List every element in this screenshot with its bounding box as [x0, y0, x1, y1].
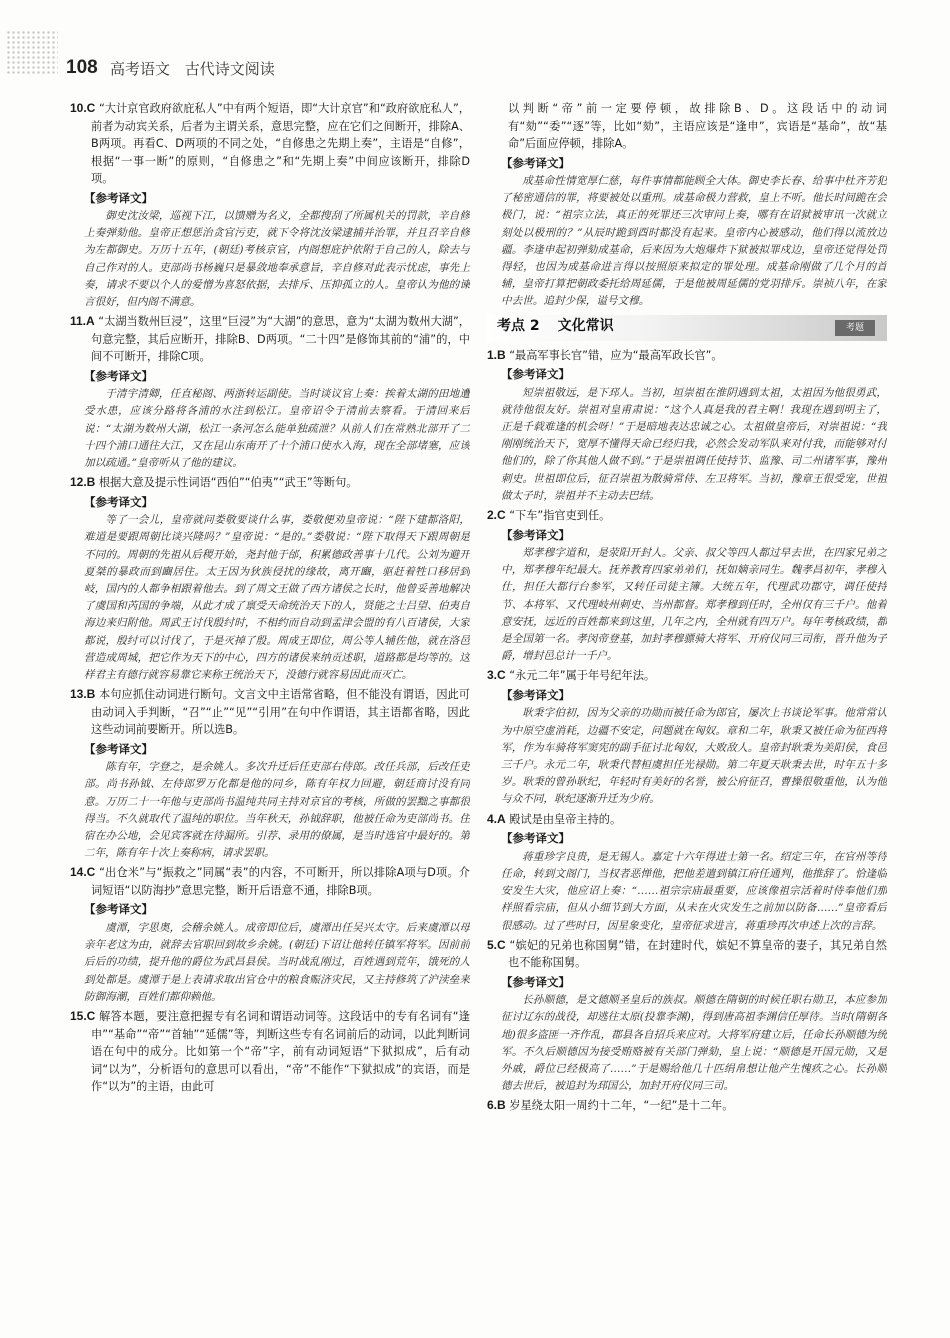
- answer-number: 14.C: [70, 865, 96, 880]
- answer-analysis: 13.B 本句应抓住动词进行断句。文言文中主语常省略，但不能没有谓语，因此可由动词入手判断，“召”“止”“见”“引用”在句中作谓语，其主语都省略，因此这些动词前要断开。所以选B。: [70, 687, 470, 737]
- reference-translation: 等了一会儿，皇帝就问娄敬要谈什么事，娄敬便劝皇帝说：“陛下建都洛阳，难道是要跟周朝比谈兴隆吗？”皇帝说：“是的。”娄敬说：“陛下取得天下跟周朝是不同的。周朝的先祖从后稷开始，尧封他于邰，积累德政善事十几代。公刘为避开夏桀的暴政而到豳居住。太王因为狄族侵扰的缘故，离开豳，驱赶着牲口移居到岐，国内的人都争相跟着他去。到了周文王做了西方诸侯之长时，他曾妥善地解决了虞国和芮国的争端，从此才成了禀受天命统治天下的人，贤能之士吕望、伯夷自海边来归附他。周武王讨伐殷纣时，不相约而自动到孟津会盟的有八百诸侯，大家都说，殷纣可以讨伐了，于是灭掉了殷。周成王即位，周公等人辅佐他，就在洛邑营造成周城，把它作为天下的中心，四方的诸侯来纳贡述职，道路都是均等的。这样君主有德行就容易靠它来称王统治天下，没德行就容易因此而灭亡。: [84, 514, 470, 682]
- reference-translation-label: 【 参考译文 】: [84, 190, 470, 208]
- answer-item: [70, 313, 470, 472]
- chapter-name: 古代诗文阅读: [184, 60, 275, 78]
- reference-translation-label: 【 参考译文 】: [501, 974, 887, 992]
- answer-analysis: 6.B 岁星绕太阳一周约十二年，“一纪”是十二年。: [487, 1098, 734, 1113]
- reference-translation: 于清宇清卿，任直秘阁、两浙转运副使。当时谈议官上奏：挨着太湖的田地遭受水患，应该分路将各浦的水注到松江。皇帝诏令于清前去察看。于清回来后说：“太湖为数州大湖，松江一条河怎么能单独疏泄？从前人们在常熟北部开了二十四个浦口通往大江，又在昆山东南开了十个浦口使水入海，现在全部堵塞，应该加以疏通。”皇帝听从了他的建议。: [84, 388, 470, 470]
- answer-analysis: 5.C “嫔妃的兄弟也称国舅”错，在封建时代，嫔妃不算皇帝的妻子，其兄弟自然也不能称国舅。: [487, 937, 887, 970]
- answer-analysis: 3.C “永元二年”属于年号纪年法。: [487, 668, 656, 683]
- reference-translation-label: 【 参考译文 】: [501, 687, 887, 705]
- answer-analysis: 11.A “太湖当数州巨浸”，这里“巨浸”为“大湖”的意思，意为“太湖为数州大湖”，句意完整，其后应断开，排除B、D两项。“二十四”是修饰其前的“浦”的，中间不可断开，排除C项。: [70, 314, 470, 364]
- answer-number: 15.C: [70, 1009, 96, 1023]
- section-badge: 考题: [835, 320, 875, 336]
- answer-number: 5.C: [487, 937, 506, 952]
- reference-translation-label: 【 参考译文 】: [501, 155, 887, 173]
- answer-item: [70, 1008, 470, 1096]
- answer-number: 1.B: [487, 347, 506, 362]
- answer-analysis: 2.C “下车”指官吏到任。: [487, 508, 611, 523]
- answer-number: 13.B: [70, 687, 96, 702]
- answer-item: [487, 667, 887, 808]
- reference-translation-label: 【 参考译文 】: [501, 830, 887, 848]
- answer-item: [487, 937, 887, 1096]
- answer-item: [487, 811, 887, 935]
- answer-number: 3.C: [487, 668, 506, 683]
- answer-number: 11.A: [70, 314, 95, 329]
- reference-translation: 虞潭，字思奥，会稽余姚人。成帝即位后，虞潭出任吴兴太守。后来虞潭以母亲年老这为由，就辞去官职回到故乡余姚。(朝廷)下诏让他转任镇军将军。因前前后后的功绩，提升他的爵位为武昌县侯。当时战乱刚过，百姓遇到荒年，饿死的人到处都是。虞潭于是上表请求取出官仓中的粮食赈济灾民，又主持修筑了沪渎垒来防御海潮，百姓们都仰赖他。: [84, 921, 470, 1003]
- page-number: 108: [66, 57, 98, 78]
- reference-translation: 御史沈汝梁，巡视下江，以馈赠为名义，全都搜刮了所属机关的罚款，辛自修上奏弹劾他。皇帝正想惩治贪官污吏，就下令将沈汝梁逮捕并治罪，并且召辛自修为左都御史。万历十五年，(朝廷)考核京官，内阁想庇护依附于自己的人，除去与自己作对的人。吏部尚书杨巍只是暴敛地奉承意旨，辛自修对此表示忧虑，事先上奏，请求不要以个人的爱憎为喜怒依据，去排斥、压抑孤立的人。皇帝认为他的谏言很好，但内阁不满意。: [84, 210, 470, 309]
- reference-translation-label: 【 参考译文 】: [84, 368, 470, 386]
- answer-analysis: 10.C “大计京官政府欲庇私人”中有两个短语，即“大计京官”和“政府欲庇私人”，前者为动宾关系，后者为主谓关系，意思完整，应在它们之间断开，排除A、B两项。再看C、D两项的不同之处，“自修患之先期上奏”，主语是“自修”，根据“一事一断”的原则，“自修患之”和“先期上奏”中间应该断开，排除D项。: [70, 101, 470, 185]
- answer-item: [70, 864, 470, 1006]
- running-title: [110, 58, 285, 79]
- reference-translation: 陈有年，字登之，是余姚人。多次升迁后任吏部右侍郎。改任兵部，后改任吏部。尚书孙钺、左侍郎罗万化都是他的同乡，陈有年权力回避，朝廷商讨没有同意。万历二十一年他与吏部尚书温纯共同主持对京官的考核，所做的罢黜之事都很得当。不久就取代了温纯的职位。当年秋天，孙钺辞职，他被任命为吏部尚书。住宿在办公地，会见宾客就在待漏所。引荐、录用的僚属，是当时选官中最好的。第二年，陈有年十次上奏称病，请求罢职。: [84, 761, 470, 860]
- answer-analysis: 1.B “最高军事长官”错，应为“最高军政长官”。: [487, 347, 723, 362]
- answer-item: [70, 686, 470, 862]
- answer-item: [70, 100, 470, 311]
- answer-number: 2.C: [487, 508, 506, 523]
- section-label: 考点 2: [497, 317, 540, 334]
- answer-number: 12.B: [70, 475, 96, 490]
- reference-translation-label: 【 参考译文 】: [84, 494, 470, 512]
- answer-analysis: 15.C 解答本题，要注意把握专有名词和谓语动词等。这段话中的专有名词有“逢申”“基命”“帝”“首轴”“延儒”等，判断这些专有名词前后的动词，以此判断词语在句中的成分。比如第一个“帝”字，前有动词短语“下狱拟成”，后有动词“以为”，分析语句的意思可以看出，“帝”不能作“下狱拟成”的宾语，而是作“以为”的主语，由此可: [70, 1009, 470, 1093]
- section-name: 文化常识: [557, 317, 614, 334]
- reference-translation: 郑孝穆字道和，是荥阳开封人。父亲、叔父等四人都过早去世，在四家兄弟之中，郑孝穆年纪最大。抚养教育四家弟弟们，抚如嫡亲同生。魏孝昌初年，孝穆入仕，担任大都行台参军，又转任司徒主簿。大统五年，代理武功郡守，调任使持节、本将军、又代理岐州刺史、当州都督。郑孝穆到任时，全州仅有三千户。他着意安抚，远近的百姓都来到这里，几年之内，全州就有四万户。每年考核政绩，都是全国第一名。孝闵帝登基，加封孝穆骠骑大将军、开府仪同三司衔，晋升他为子爵，增封邑总计一千户。: [501, 547, 887, 663]
- reference-translation: 短崇祖敬远，是下邳人。当初，垣崇祖在淮阴遇到太祖，太祖因为他很勇武，就待他很友好。崇祖对皇甫肃说：“这个人真是我的君主啊！我现在遇到明主了，正是千载难逢的机会呀！”于是暗地表达忠诚之心。太祖做皇帝后，对崇祖说：“我刚刚统治天下，宽厚不懂得天命已经归我，必然会发动军队来对付我，而能够对付他们的，除了你其他人做不到。”于是崇祖调任使持节、监豫、司二州诸军事，豫州刺史。世祖即位后，征召崇祖为散骑常侍、左卫将军。当初，豫章王很受宠，世祖做太子时，崇祖并不主动去巴结。: [501, 386, 887, 502]
- section-heading: [487, 315, 887, 341]
- page-header: [0, 0, 950, 90]
- reference-translation-label: 【 参考译文 】: [501, 366, 887, 384]
- reference-translation: 蒋重珍字良贵，是无锡人。嘉定十六年得进士第一名。绍定三年，在官州等待任命，转到文阁门，当权者恶惮他，把他差遣到镇江府任通判，他推辞了。恰逢临安发生大灾，他应诏上奏：“……祖宗宗庙最重要，应该像祖宗活着时侍奉他们那样照看宗庙，但从小细节到大方面，从未在火灾发生之前加以防备……”皇帝看后很感动。过了些时日，因星象变化，皇帝征求进言，蒋重珍再次申述上次的言辞。: [501, 850, 887, 932]
- answer-item: [487, 347, 887, 505]
- answer-item: [487, 507, 887, 665]
- reference-translation: 长孙顺德，是文德顺圣皇后的族叔。顺德在隋朝的时候任职右勋卫，本应参加征讨辽东的战役，却逃往太原(投靠李渊)，得到唐高祖李渊信任厚待。当时(隋朝各地)很多盗匪一齐作乱，郡县各自招兵来应对。大将军府建立后，任命长孙顺德为统军。不久后顺德因为接受贿赂被有关部门弹劾，皇上说：“顺德是开国元勋，又是外戚，爵位已经极高了……”于是赐给他几十匹绢帛想让他产生愧疚之心。长孙顺德去世后，被追封为邳国公，加封开府仪同三司。: [501, 994, 887, 1093]
- section-title: [497, 318, 632, 336]
- answer-analysis: 12.B 根据大意及提示性词语“西伯”“伯夷”“武王”等断句。: [70, 475, 358, 490]
- answer-number: 10.C: [70, 101, 96, 115]
- answer-item: [487, 1097, 887, 1115]
- reference-translation-label: 【 参考译文 】: [501, 527, 887, 545]
- answer-number: 6.B: [487, 1098, 506, 1113]
- reference-translation: 耿秉字伯初，因为父亲的功勋而被任命为郎官，屡次上书谈论军事。他常常认为中原空虚消耗，边疆不安定，问题就在匈奴。章和二年，耿秉又被任命为征西将军，作为车骑将军窦宪的副手征讨北匈奴，大败敌人。皇帝封耿秉为美阳侯，食邑三千户。永元二年，耿秉代替桓虞担任光禄勋。第二年夏天耿秉去世，时年五十多岁。耿秉的曾孙耿纪，年轻时有美好的名誉，被公府征召，曹操很敬重他，认为他与众不同，耿纪逐渐升迁为少府。: [501, 707, 887, 806]
- reference-translation: 成基命性情宽厚仁慈，每件事情都能顾全大体。御史李长春、给事中杜齐芳犯了秘密通信的罪，将要被处以重刑。成基命极力营救，皇上不听。他长时间跪在会极门，说：“祖宗立法，真正的死罪还三次审问上奏，哪有在诏狱被审讯一次就立刻处以极刑的？”从辰时跪到酉时都没有起来。皇帝内心被感动，他们得以流放边疆。李逢申起初弹劾成基命，后来因为大炮爆炸下狱被拟罪戍边，皇帝还觉得处罚得轻，也因为成基命进言得以按照原来拟定的罪处理。成基命刚做了几个月的首辅，皇帝打算把朝政委托给周延儒，于是他被周延儒的党羽排斥。崇祯八年，在家中去世。追封少保，谥号文穆。: [501, 175, 887, 308]
- reference-translation-label: 【 参考译文 】: [84, 901, 470, 919]
- left-column: [70, 100, 470, 1330]
- answer-analysis: 14.C “出仓米”与“振救之”同属“表”的内容，不可断开，所以排除A项与D项。介词短语“以防海抄”意思完整，断开后语意不通，排除B项。: [70, 865, 470, 897]
- answer-analysis: 4.A 殿试是由皇帝主持的。: [487, 811, 622, 826]
- answer-analysis-continued: 以判断“帝”前一定要停顿，故排除B、D。这段话中的动词有“劾”“委”“逐”等，比如“劾”，主语应该是“逢申”，宾语是“基命”，故“基命”后面应停顿，排除A。: [508, 102, 887, 150]
- right-column: [487, 100, 887, 1330]
- reference-translation-label: 【 参考译文 】: [84, 741, 470, 759]
- answer-item: [70, 474, 470, 684]
- decorative-dot-pattern: [6, 30, 58, 76]
- answer-number: 4.A: [487, 811, 506, 826]
- book-name: 高考语文: [110, 60, 171, 78]
